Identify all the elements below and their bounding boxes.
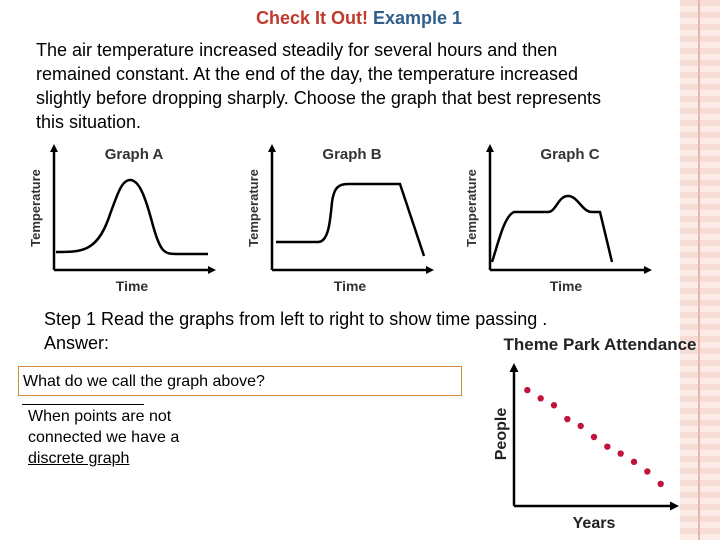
data-point (537, 395, 543, 401)
answer-rule (22, 404, 144, 405)
data-point (591, 434, 597, 440)
graph-curve (56, 180, 208, 254)
data-point (577, 423, 583, 429)
y-axis-arrow (510, 363, 519, 372)
data-point (564, 416, 570, 422)
slide-title (0, 8, 718, 29)
graph-a (26, 140, 216, 303)
data-point (631, 459, 637, 465)
answer-label: Answer: (44, 333, 110, 353)
answer-line-discrete-graph: discrete graph (28, 450, 130, 467)
graph-ylabel: Temperature (464, 169, 479, 247)
data-point (551, 402, 557, 408)
x-axis-arrow (644, 266, 652, 274)
answer-line: When points are not (28, 408, 172, 425)
graph-curve (492, 196, 612, 262)
data-point (644, 468, 650, 474)
graph-xlabel: Time (333, 278, 367, 294)
data-point (524, 387, 530, 393)
answer-line: connected we have a (28, 429, 180, 446)
question-box: What do we call the graph above? (18, 366, 462, 396)
step-text: Step 1 Read the graphs from left to right to show time passing . (44, 309, 548, 329)
graph-title: Graph B (322, 146, 382, 163)
graph-ylabel: Temperature (246, 169, 261, 247)
graph-xlabel: Time (115, 278, 149, 294)
graph-xlabel: Time (549, 278, 583, 294)
chart-xlabel: Years (572, 515, 616, 532)
problem-line: slightly before dropping sharply. Choose the graph that best represents (36, 88, 602, 108)
problem-line: this situation. (36, 112, 142, 132)
theme-park-chart (482, 330, 718, 543)
graph-title: Graph C (540, 146, 600, 163)
data-point (657, 481, 663, 487)
y-axis-arrow (268, 144, 276, 152)
data-point (604, 443, 610, 449)
problem-statement (36, 38, 686, 134)
x-axis-arrow (426, 266, 434, 274)
y-axis-arrow (486, 144, 494, 152)
graph-ylabel: Temperature (28, 169, 43, 247)
x-axis-arrow (670, 502, 679, 511)
chart-title: Theme Park Attendance (503, 335, 697, 354)
points-layer (524, 387, 664, 487)
graph-b (244, 140, 434, 303)
graph-curve (276, 184, 424, 256)
graph-title: Graph A (104, 146, 164, 163)
graph-c (462, 140, 652, 303)
answer-text (28, 406, 258, 469)
title-check-it-out: Check It Out! (255, 8, 368, 28)
x-axis-arrow (208, 266, 216, 274)
problem-line: remained constant. At the end of the day, the temperature increased (36, 64, 579, 84)
title-example: Example 1 (372, 8, 463, 28)
data-point (617, 450, 623, 456)
chart-ylabel: People (493, 407, 510, 461)
problem-line: The air temperature increased steadily for several hours and then (36, 40, 558, 60)
y-axis-arrow (50, 144, 58, 152)
